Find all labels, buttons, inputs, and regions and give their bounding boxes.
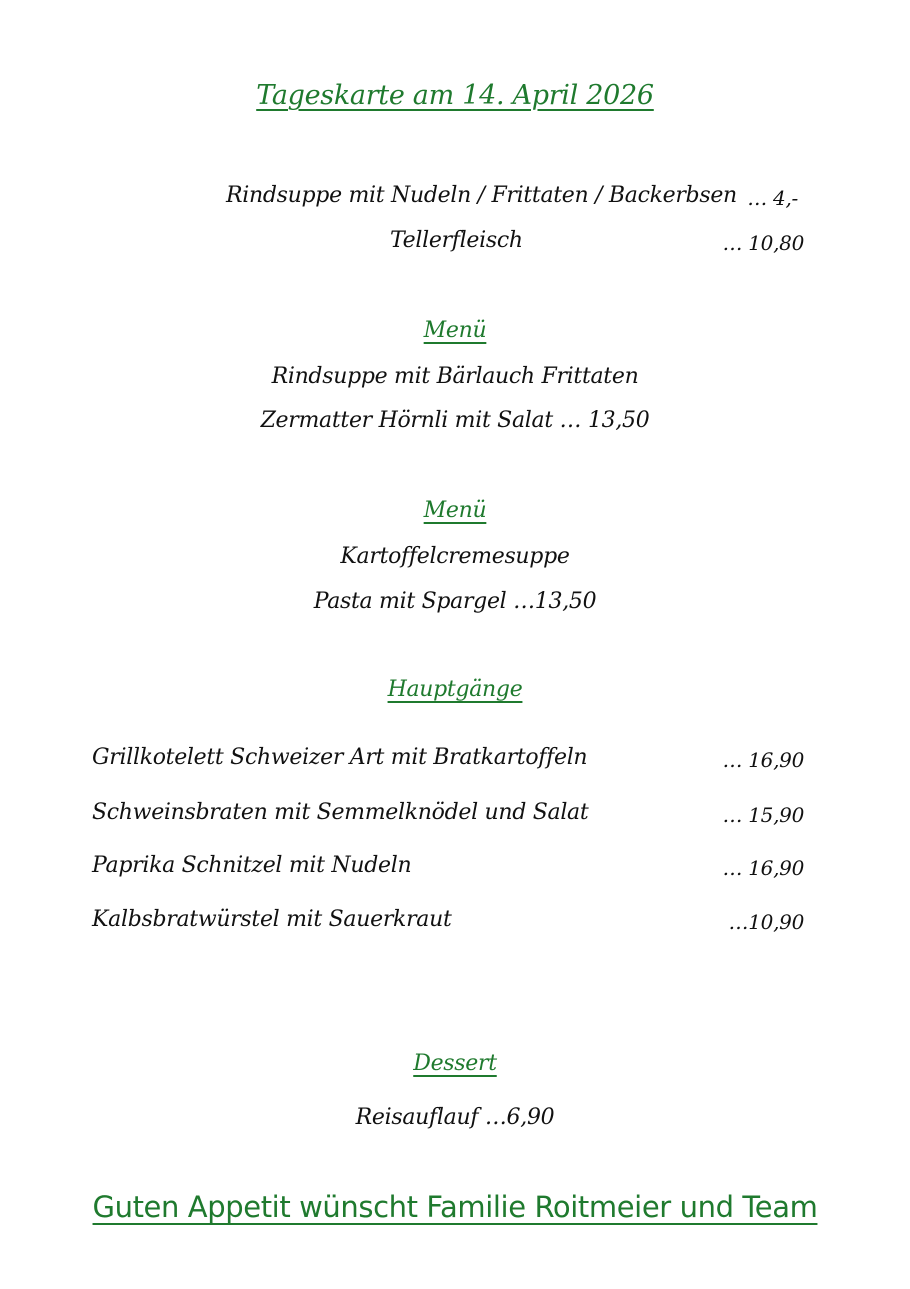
closing-line: Guten Appetit wünscht Familie Roitmeier und Team	[92, 1190, 818, 1224]
mains-item-3-price: …10,90	[728, 910, 804, 934]
menu2-heading: Menü	[423, 498, 487, 523]
daily-item-1-price: … 10,80	[722, 231, 804, 255]
daily-item-1-name: Tellerfleisch	[390, 228, 523, 253]
mains-heading: Hauptgänge	[387, 677, 523, 702]
mains-item-2-name: Paprika Schnitzel mit Nudeln	[92, 853, 412, 878]
menu1-heading: Menü	[423, 318, 487, 343]
mains-item-1-price: … 15,90	[722, 803, 804, 827]
mains-item-0-price: … 16,90	[722, 748, 804, 772]
menu1-line1: Rindsuppe mit Bärlauch Frittaten	[271, 364, 639, 389]
mains-item-3-name: Kalbsbratwürstel mit Sauerkraut	[92, 907, 452, 932]
menu2-line2: Pasta mit Spargel …13,50	[313, 589, 597, 614]
menu2-line1: Kartoffelcremesuppe	[340, 544, 570, 569]
dessert-line1: Reisauflauf …6,90	[355, 1105, 555, 1130]
menu1-line2: Zermatter Hörnli mit Salat … 13,50	[260, 408, 650, 433]
mains-item-2-price: … 16,90	[722, 856, 804, 880]
dessert-heading: Dessert	[413, 1051, 497, 1076]
daily-item-0-name: Rindsuppe mit Nudeln / Frittaten / Backerbsen	[226, 183, 737, 208]
mains-item-1-name: Schweinsbraten mit Semmelknödel und Salat	[92, 800, 589, 825]
page-title: Tageskarte am 14. April 2026	[256, 80, 654, 111]
mains-item-0-name: Grillkotelett Schweizer Art mit Bratkartoffeln	[92, 745, 588, 770]
daily-item-0-price: … 4,-	[747, 186, 798, 210]
